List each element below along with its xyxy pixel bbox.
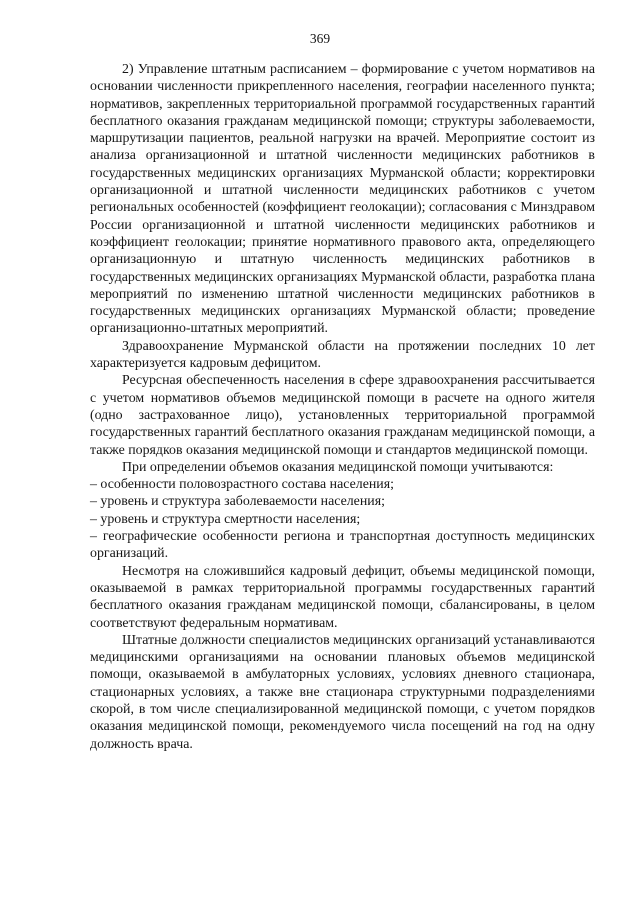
paragraph-balanced-volumes: Несмотря на сложившийся кадровый дефицит, объемы медицинской помощи, оказываемой в рамках территориальной программы государственных гарантий бесплатного оказания гражданам медицинской помощи, сбалансированы, в целом соответствуют федеральным нормативам. xyxy=(90,563,595,631)
paragraph-resource-provision: Ресурсная обеспеченность населения в сфере здравоохранения рассчитывается с учетом нормативов объемов медицинской помощи в расчете на одного жителя (одно застрахованное лицо), установленных территориальной программой государственных гарантий бесплатного оказания гражданам медицинской помощи, а также порядков оказания медицинской помощи и стандартов медицинской помощи. xyxy=(90,373,595,458)
paragraph-staff-deficit: Здравоохранение Мурманской области на протяжении последних 10 лет характеризуется кадровым дефицитом. xyxy=(90,338,595,372)
paragraph-staff-positions: Штатные должности специалистов медицинских организаций устанавливаются медицинскими организациями на основании плановых объемов медицинской помощи, оказываемой в амбулаторных условиях, условиях дневного стационара, стационарных условиях, а также вне стационара структурными подразделениями скорой, в том числе специализированной медицинской помощи, с учетом порядков оказания медицинской помощи, рекомендуемого числа посещений на год на одну должность врача. xyxy=(90,632,595,752)
list-item-age-sex-structure: – особенности половозрастного состава населения; xyxy=(90,477,394,493)
list-item-morbidity: – уровень и структура заболеваемости населения; xyxy=(90,494,385,510)
list-item-mortality: – уровень и структура смертности населения; xyxy=(90,511,361,527)
paragraph-staffing-management: 2) Управление штатным расписанием – формирование с учетом нормативов на основании численности прикрепленного населения, географии населенного пункта; нормативов, закрепленных территориальной программой государственных гарантий бесплатного оказания гражданам медицинской помощи; структуры заболеваемости, маршрутизации пациентов, реальной нагрузки на врачей. Мероприятие состоит из анализа организационной и штатной численности медицинских работников в государственных медицинских организациях Мурманской области; корректировки организационной и штатной численности медицинских работников с учетом региональных особенностей (коэффициент геолокации); согласования с Минздравом России организационной и штатной численности медицинских работников и коэффициент геолокации; принятие нормативного правового акта, определяющего организационную и штатную численность медицинских работников в государственных медицинских организациях Мурманской области, разработка плана мероприятий по изменению штатной численности медицинских работников в государственных медицинских организациях Мурманской области; проведение организационно-штатных мероприятий. xyxy=(90,62,595,337)
page-number: 369 xyxy=(309,31,331,46)
paragraph-volume-factors-intro: При определении объемов оказания медицинской помощи учитываются: xyxy=(122,459,554,475)
list-item-geography: – географические особенности региона и транспортная доступность медицинских организаций. xyxy=(90,529,595,562)
document-body xyxy=(90,61,595,753)
